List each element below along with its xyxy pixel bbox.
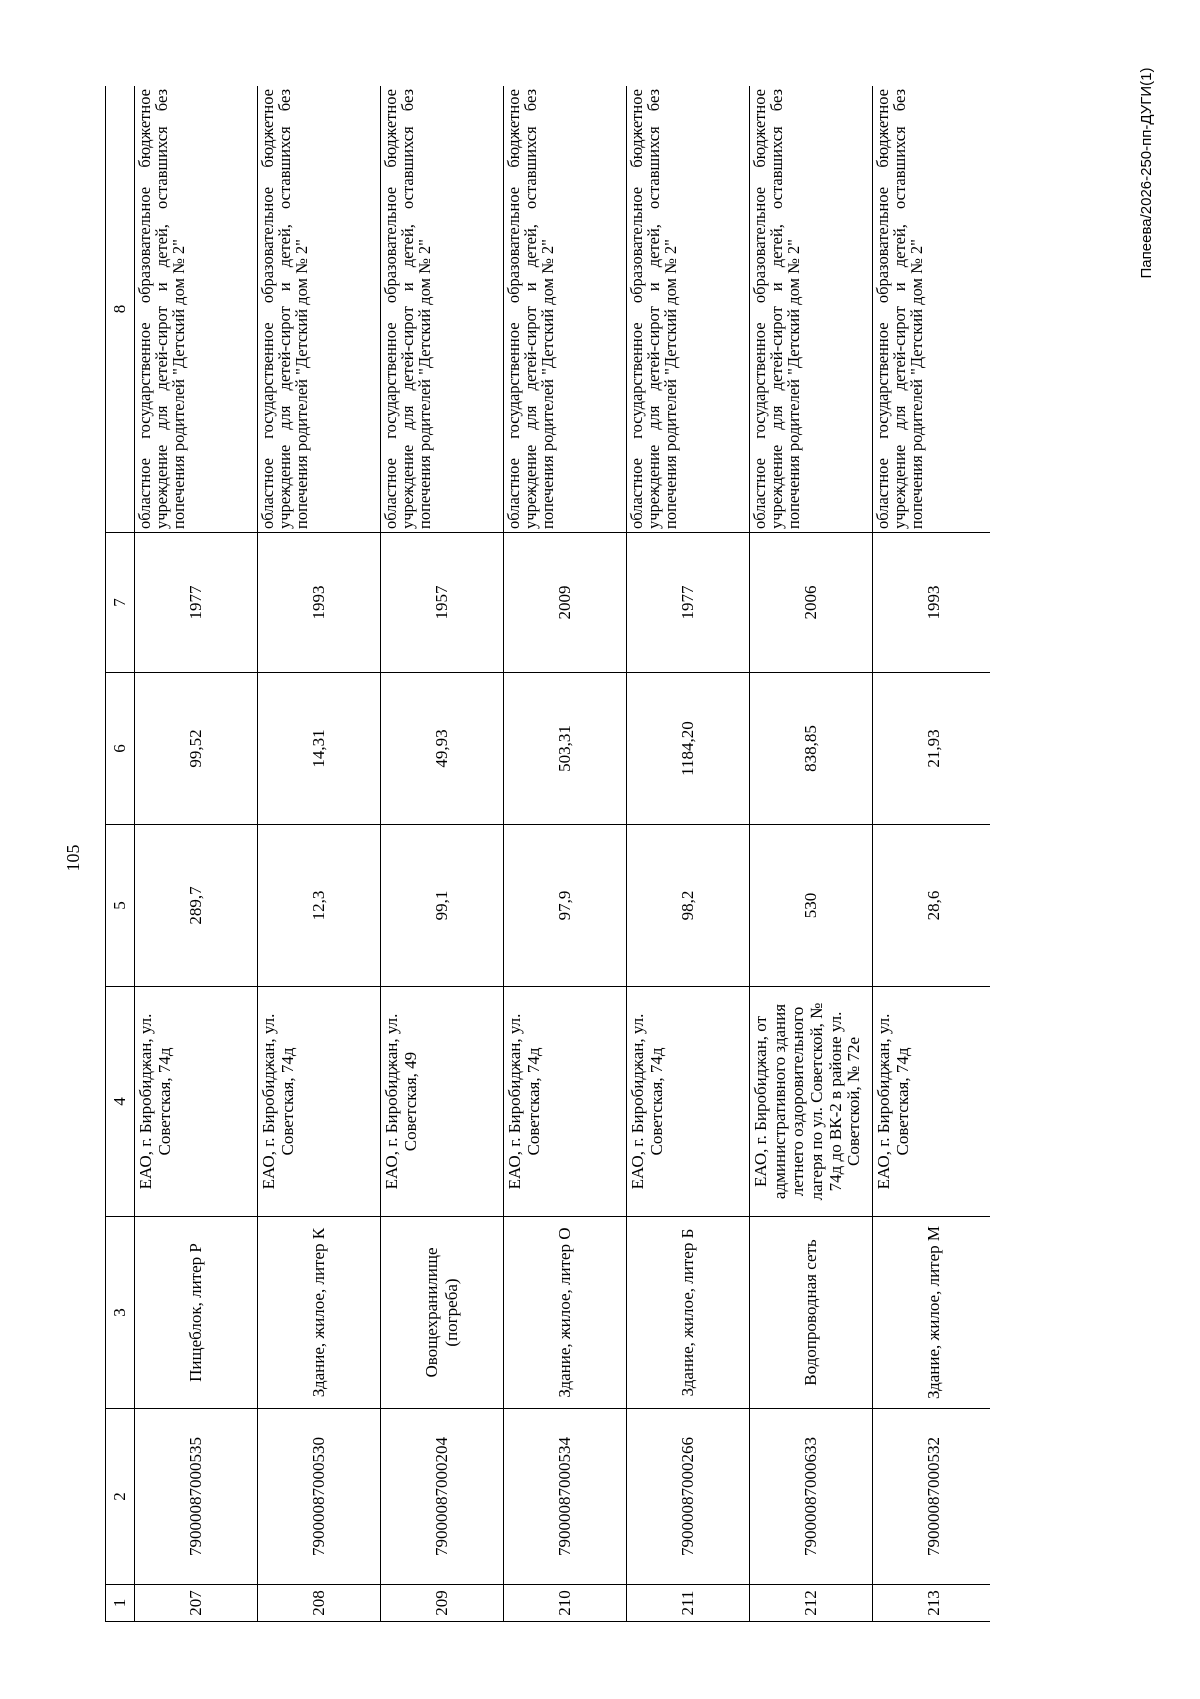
column-number-header-row [106, 86, 135, 1622]
column-header: 6 [106, 673, 135, 825]
column-header: 5 [106, 825, 135, 987]
row-number-cell: 208 [258, 1585, 381, 1622]
table-row [750, 86, 873, 1622]
document-code: Папеева/2026-250-пп-ДУГИ(1) [1138, 67, 1155, 279]
size-cell: 289,7 [135, 825, 258, 987]
year-cell: 1957 [381, 533, 504, 673]
address-cell: ЕАО, г. Биробиджан, ул. Советская, 74д [135, 987, 258, 1217]
holder-cell: областное государственное образовательное бюджетное учреждение для детей-сирот и детей, оставшихся без попечения родителей "Детский дом № 2" [627, 86, 750, 533]
page-number: 105 [63, 844, 83, 872]
address-cell: ЕАО, г. Биробиджан, ул. Советская, 74д [627, 987, 750, 1217]
holder-cell: областное государственное образовательное бюджетное учреждение для детей-сирот и детей, оставшихся без попечения родителей "Детский дом № 2" [135, 86, 258, 533]
address-cell: ЕАО, г. Биробиджан, ул. Советская, 74д [258, 987, 381, 1217]
table-row [504, 86, 627, 1622]
value-cell: 503,31 [504, 673, 627, 825]
registry-number-cell: 79000087000535 [135, 1409, 258, 1585]
registry-number-cell: 79000087000633 [750, 1409, 873, 1585]
column-header: 3 [106, 1217, 135, 1409]
size-cell: 97,9 [504, 825, 627, 987]
column-header: 8 [106, 86, 135, 533]
value-cell: 21,93 [873, 673, 991, 825]
column-header: 7 [106, 533, 135, 673]
row-number-cell: 207 [135, 1585, 258, 1622]
year-cell: 1977 [135, 533, 258, 673]
row-number-cell: 213 [873, 1585, 991, 1622]
table-row [135, 86, 258, 1622]
object-name-cell: Овощехранилище (погреба) [381, 1217, 504, 1409]
column-header: 2 [106, 1409, 135, 1585]
year-cell: 2009 [504, 533, 627, 673]
registry-number-cell: 79000087000530 [258, 1409, 381, 1585]
size-cell: 98,2 [627, 825, 750, 987]
registry-number-cell: 79000087000204 [381, 1409, 504, 1585]
row-number-cell: 212 [750, 1585, 873, 1622]
object-name-cell: Водопроводная сеть [750, 1217, 873, 1409]
value-cell: 49,93 [381, 673, 504, 825]
registry-number-cell: 79000087000532 [873, 1409, 991, 1585]
holder-cell: областное государственное образовательное бюджетное учреждение для детей-сирот и детей, оставшихся без попечения родителей "Детский дом № 2" [504, 86, 627, 533]
holder-cell: областное государственное образовательное бюджетное учреждение для детей-сирот и детей, оставшихся без попечения родителей "Детский дом № 2" [750, 86, 873, 533]
value-cell: 99,52 [135, 673, 258, 825]
year-cell: 1993 [258, 533, 381, 673]
object-name-cell: Здание, жилое, литер М [873, 1217, 991, 1409]
value-cell: 838,85 [750, 673, 873, 825]
value-cell: 1184,20 [627, 673, 750, 825]
row-number-cell: 209 [381, 1585, 504, 1622]
registry-number-cell: 79000087000266 [627, 1409, 750, 1585]
column-header: 4 [106, 987, 135, 1217]
object-name-cell: Пищеблок, литер Р [135, 1217, 258, 1409]
row-number-cell: 211 [627, 1585, 750, 1622]
address-cell: ЕАО, г. Биробиджан, от административного здания летнего оздоровительного лагеря по ул. Советской, № 74д до ВК-2 в районе ул. Советской, № 72е [750, 987, 873, 1217]
property-registry-table [105, 86, 990, 1622]
size-cell: 28,6 [873, 825, 991, 987]
object-name-cell: Здание, жилое, литер К [258, 1217, 381, 1409]
table-row [873, 86, 991, 1622]
holder-cell: областное государственное образовательное бюджетное учреждение для детей-сирот и детей, оставшихся без попечения родителей "Детский дом № 2" [381, 86, 504, 533]
table-row [381, 86, 504, 1622]
registry-table-frame [105, 86, 990, 1622]
holder-cell: областное государственное образовательное бюджетное учреждение для детей-сирот и детей, оставшихся без попечения родителей "Детский дом № 2" [873, 86, 991, 533]
size-cell: 12,3 [258, 825, 381, 987]
address-cell: ЕАО, г. Биробиджан, ул. Советская, 74д [873, 987, 991, 1217]
table-row [627, 86, 750, 1622]
object-name-cell: Здание, жилое, литер Б [627, 1217, 750, 1409]
object-name-cell: Здание, жилое, литер О [504, 1217, 627, 1409]
table-row [258, 86, 381, 1622]
registry-number-cell: 79000087000534 [504, 1409, 627, 1585]
year-cell: 1977 [627, 533, 750, 673]
year-cell: 1993 [873, 533, 991, 673]
holder-cell: областное государственное образовательное бюджетное учреждение для детей-сирот и детей, оставшихся без попечения родителей "Детский дом № 2" [258, 86, 381, 533]
column-header: 1 [106, 1585, 135, 1622]
year-cell: 2006 [750, 533, 873, 673]
value-cell: 14,31 [258, 673, 381, 825]
row-number-cell: 210 [504, 1585, 627, 1622]
address-cell: ЕАО, г. Биробиджан, ул. Советская, 49 [381, 987, 504, 1217]
size-cell: 99,1 [381, 825, 504, 987]
address-cell: ЕАО, г. Биробиджан, ул. Советская, 74д [504, 987, 627, 1217]
rotated-table-container [105, 86, 990, 1622]
size-cell: 530 [750, 825, 873, 987]
